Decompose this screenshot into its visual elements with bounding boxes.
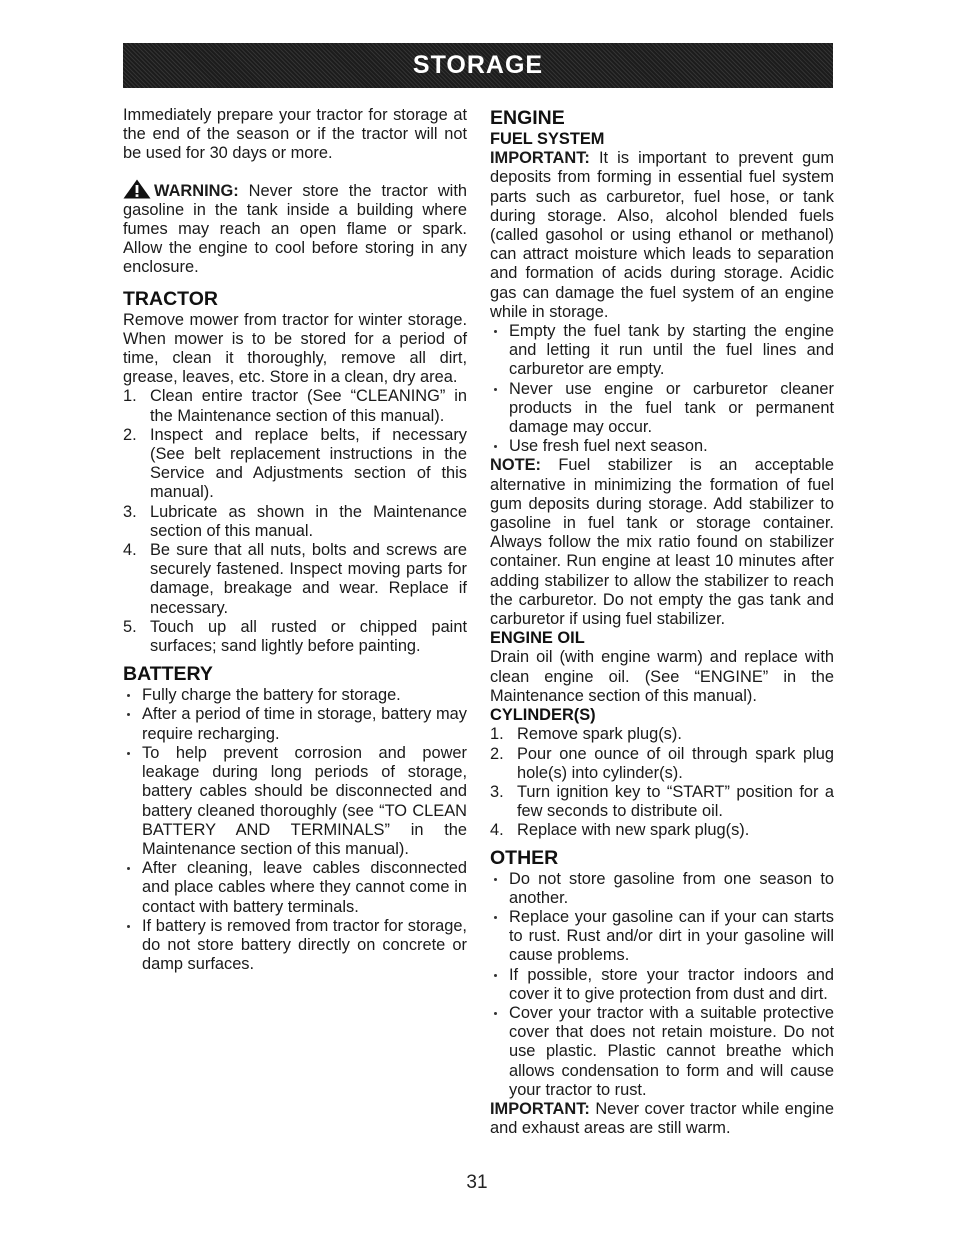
bullet-icon	[123, 705, 142, 743]
warning-text: Never store the tractor with gasoline in the tank inside a building where fumes may reach an open flame or spark. Allow the engine to cool before storing in any enclosure.	[123, 181, 467, 277]
list-item	[123, 503, 467, 541]
note-text: Fuel stabilizer is an acceptable alternative in minimizing the formation of fuel gum deposits during storage. Add stabilizer to gasoline in fuel tank or storage container. Always follow the mix ratio found on stabilizer container. Run engine at least 10 minutes after adding stabilizer to allow the stabilizer to reach the carburetor. Do not empty the gas tank and carburetor if using fuel stabilizer.	[490, 456, 834, 629]
bullet-text: To help prevent corrosion and power leakage during long periods of storage, battery cables should be disconnected and battery cleaned thoroughly (see “TO CLEAN BATTERY AND TERMINALS” in the Maintenance section of this manual).	[142, 743, 467, 858]
bullet-text: Fully charge the battery for storage.	[142, 686, 401, 705]
bullet-text: If battery is removed from tractor for storage, do not store battery directly on concrete or damp surfaces.	[142, 916, 467, 974]
bullet-text: Empty the fuel tank by starting the engine and letting it run until the fuel lines and carburetor are empty.	[509, 322, 834, 379]
fuel-list	[490, 322, 834, 456]
note-label: NOTE:	[490, 456, 541, 475]
page-title: STORAGE	[412, 51, 544, 79]
list-item	[123, 618, 467, 656]
fuel-important-paragraph	[490, 149, 834, 322]
page-number: 31	[466, 1172, 488, 1193]
engine-heading: ENGINE	[490, 107, 565, 129]
warning-label: WARNING:	[154, 181, 239, 200]
list-item	[123, 917, 467, 975]
tractor-heading: TRACTOR	[123, 287, 218, 310]
other-heading: OTHER	[490, 846, 559, 869]
bullet-text: If possible, store your tractor indoors and cover it to give protection from dust and dirt.	[509, 965, 834, 1003]
list-item	[123, 387, 467, 425]
list-item	[123, 541, 467, 618]
step-number: 3.	[123, 502, 137, 521]
list-item	[490, 908, 834, 966]
step-text: Inspect and replace belts, if necessary (See belt replacement instructions in the Service and Adjustments section of this manual).	[150, 425, 467, 502]
engine-oil-text: Drain oil (with engine warm) and replace with clean engine oil. (See “ENGINE” in the Maintenance section of this manual).	[490, 648, 834, 705]
bullet-icon	[490, 908, 509, 966]
bullet-icon	[123, 917, 142, 975]
bullet-text: Never use engine or carburetor cleaner products in the fuel tank or permanent damage may occur.	[509, 379, 834, 437]
section-banner	[123, 43, 833, 88]
step-number: 5.	[123, 617, 137, 636]
step-number: 4.	[490, 821, 504, 840]
bullet-icon	[490, 1004, 509, 1100]
cylinders-heading: CYLINDER(S)	[490, 706, 596, 725]
bullet-icon	[490, 322, 509, 380]
bullet-text: Cover your tractor with a suitable protective cover that does not retain moisture. Do not use plastic. Plastic cannot breathe which allows condensation to form and will cause your tractor to rust.	[509, 1003, 834, 1099]
list-item	[123, 426, 467, 503]
other-important-paragraph	[490, 1100, 834, 1138]
list-item	[123, 859, 467, 917]
right-column	[490, 106, 834, 1138]
list-item	[490, 745, 834, 783]
battery-heading: BATTERY	[123, 663, 213, 686]
bullet-icon	[490, 870, 509, 908]
list-item	[490, 725, 834, 744]
bullet-icon	[490, 380, 509, 438]
bullet-text: Use fresh fuel next season.	[509, 437, 708, 456]
list-item	[490, 380, 834, 438]
list-item	[490, 1004, 834, 1100]
left-column	[123, 106, 467, 974]
important-text: It is important to prevent gum deposits from forming in essential fuel system parts such as carburetor, fuel hose, or tank during storage. Also, alcohol blended fuels (called gasohol or using ethanol or methanol) can attract moisture which leads to separation and formation of acids during storage. Acidic gas can damage the fuel system of an engine while in storage.	[490, 149, 834, 321]
bullet-text: Replace your gasoline can if your can starts to rust. Rust and/or dirt in your gasoline will cause problems.	[509, 907, 834, 965]
important-label: IMPORTANT:	[490, 1099, 590, 1118]
warning-triangle-icon	[123, 179, 151, 199]
step-text: Lubricate as shown in the Maintenance section of this manual.	[150, 502, 467, 540]
step-number: 2.	[490, 744, 504, 763]
step-text: Clean entire tractor (See “CLEANING” in the Maintenance section of this manual).	[150, 387, 467, 425]
step-number: 3.	[490, 782, 504, 801]
list-item	[123, 686, 467, 705]
list-item	[123, 744, 467, 859]
tractor-body: Remove mower from tractor for winter storage. When mower is to be stored for a period of time, clean it thoroughly, remove all dirt, grease, leaves, etc. Store in a clean, dry area.	[123, 310, 467, 387]
bullet-text: After cleaning, leave cables disconnected and place cables where they cannot come in contact with battery terminals.	[142, 859, 467, 916]
step-text: Remove spark plug(s).	[517, 725, 682, 744]
step-text: Turn ignition key to “START” position for a few seconds to distribute oil.	[517, 782, 834, 821]
battery-list	[123, 686, 467, 974]
intro-paragraph: Immediately prepare your tractor for storage at the end of the season or if the tractor will not be used for 30 days or more.	[123, 106, 467, 163]
list-item	[490, 966, 834, 1004]
step-number: 1.	[123, 387, 137, 406]
list-item	[123, 705, 467, 743]
important-label: IMPORTANT:	[490, 149, 590, 168]
step-number: 1.	[490, 725, 504, 744]
important-text: Never cover tractor while engine and exhaust areas are still warm.	[490, 1099, 834, 1138]
list-item	[490, 783, 834, 821]
bullet-icon	[490, 437, 509, 456]
bullet-text: After a period of time in storage, battery may require recharging.	[142, 705, 467, 743]
bullet-icon	[123, 744, 142, 859]
step-number: 4.	[123, 541, 137, 560]
list-item	[490, 821, 834, 840]
step-text: Be sure that all nuts, bolts and screws are securely fastened. Inspect moving parts for damage, breakage and wear. Replace if necessary.	[150, 541, 467, 617]
cylinder-steps	[490, 725, 834, 840]
step-text: Replace with new spark plug(s).	[517, 821, 750, 840]
bullet-icon	[123, 859, 142, 917]
list-item	[490, 437, 834, 456]
step-text: Pour one ounce of oil through spark plug hole(s) into cylinder(s).	[517, 744, 834, 782]
step-number: 2.	[123, 425, 137, 444]
bullet-icon	[490, 966, 509, 1004]
warning-paragraph	[123, 179, 467, 278]
tractor-steps	[123, 387, 467, 656]
engine-oil-heading: ENGINE OIL	[490, 629, 585, 648]
bullet-text: Do not store gasoline from one season to another.	[509, 869, 834, 907]
bullet-icon	[123, 686, 142, 705]
step-text: Touch up all rusted or chipped paint surfaces; sand lightly before painting.	[150, 617, 467, 656]
fuel-system-heading: FUEL SYSTEM	[490, 130, 605, 148]
list-item	[490, 870, 834, 908]
list-item	[490, 322, 834, 380]
other-list	[490, 870, 834, 1100]
note-paragraph	[490, 456, 834, 629]
